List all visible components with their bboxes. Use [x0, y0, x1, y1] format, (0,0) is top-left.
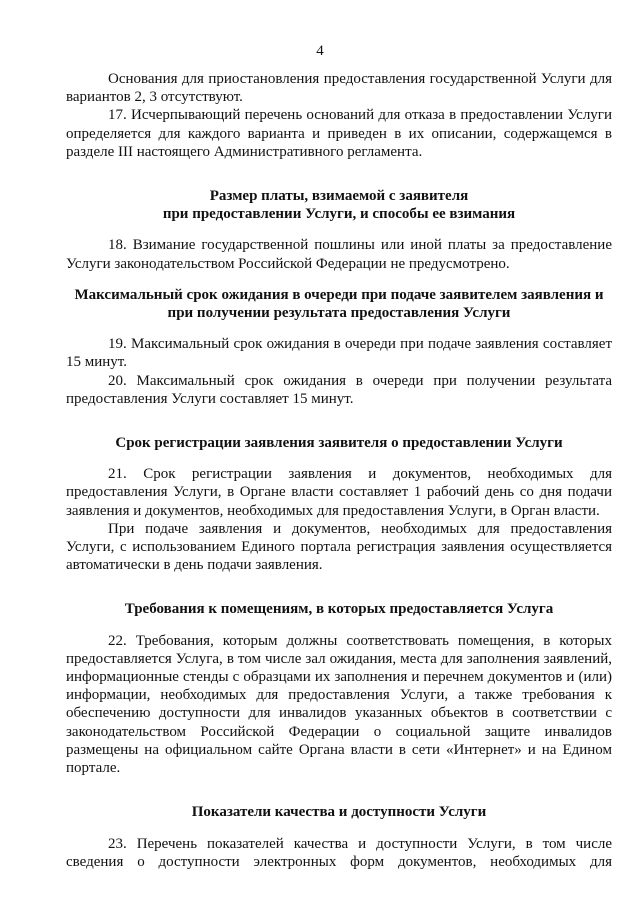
paragraph-23-quality: 23. Перечень показателей качества и доступности Услуги, в том числе сведения о доступности электронных форм документов, необходимых для	[66, 835, 612, 870]
paragraph-19-queue-submit: 19. Максимальный срок ожидания в очереди при подаче заявления составляет 15 минут.	[66, 336, 612, 371]
paragraph-21-registration: 21. Срок регистрации заявления и документов, необходимых для предоставления Услуги, в Органе власти составляет 1 рабочий день со дня подачи заявления и документов, необходимых для предоставления Услуги, в Орган власти.	[66, 466, 612, 519]
heading-registration: Срок регистрации заявления заявителя о предоставлении Услуги	[115, 435, 563, 452]
paragraph-suspension-grounds: Основания для приостановления предоставления государственной Услуги для вариантов 2, 3 отсутствуют.	[66, 71, 612, 106]
heading-fee-line-2: при предоставлении Услуги, и способы ее взимания	[162, 206, 516, 223]
heading-queue-line-2: при получении результата предоставления Услуги	[167, 305, 511, 322]
heading-premises: Требования к помещениям, в которых предоставляется Услуга	[124, 601, 554, 618]
heading-fee-line-1: Размер платы, взимаемой с заявителя	[209, 188, 469, 205]
heading-queue-line-1: Максимальный срок ожидания в очереди при подаче заявителем заявления и	[74, 286, 604, 303]
heading-quality: Показатели качества и доступности Услуги	[191, 804, 487, 821]
paragraph-21-registration-portal: При подаче заявления и документов, необходимых для предоставления Услуги, с использованием Единого портала регистрация заявления осуществляется автоматически в день подачи заявления.	[66, 520, 612, 574]
paragraph-20-queue-receive: 20. Максимальный срок ожидания в очереди при получении результата предоставления Услуги составляет 15 минут.	[66, 372, 612, 407]
paragraph-17-refusal-grounds: 17. Исчерпывающий перечень оснований для отказа в предоставлении Услуги определяется для каждого варианта и приведен в их описании, содержащемся в разделе III настоящего Административного регламента.	[66, 107, 612, 160]
paragraph-22-premises: 22. Требования, которым должны соответствовать помещения, в которых предоставляется Услуга, в том числе зал ожидания, места для заполнения заявлений, информационные стенды с образцами их заполнения и перечнем документов и (или) информации, необходимых для предоставления Услуги, а также требования к обеспечению доступности для инвалидов указанных объектов в соответствии с законодательством Российской Федерации о социальной защите инвалидов размещены на официальном сайте Органа власти в сети «Интернет» и на Едином портале.	[66, 632, 612, 777]
page-content	[66, 70, 612, 871]
paragraph-18-fee: 18. Взимание государственной пошлины или иной платы за предоставление Услуги законодательством Российской Федерации не предусмотрено.	[66, 237, 612, 272]
page-number: 4	[316, 43, 324, 59]
